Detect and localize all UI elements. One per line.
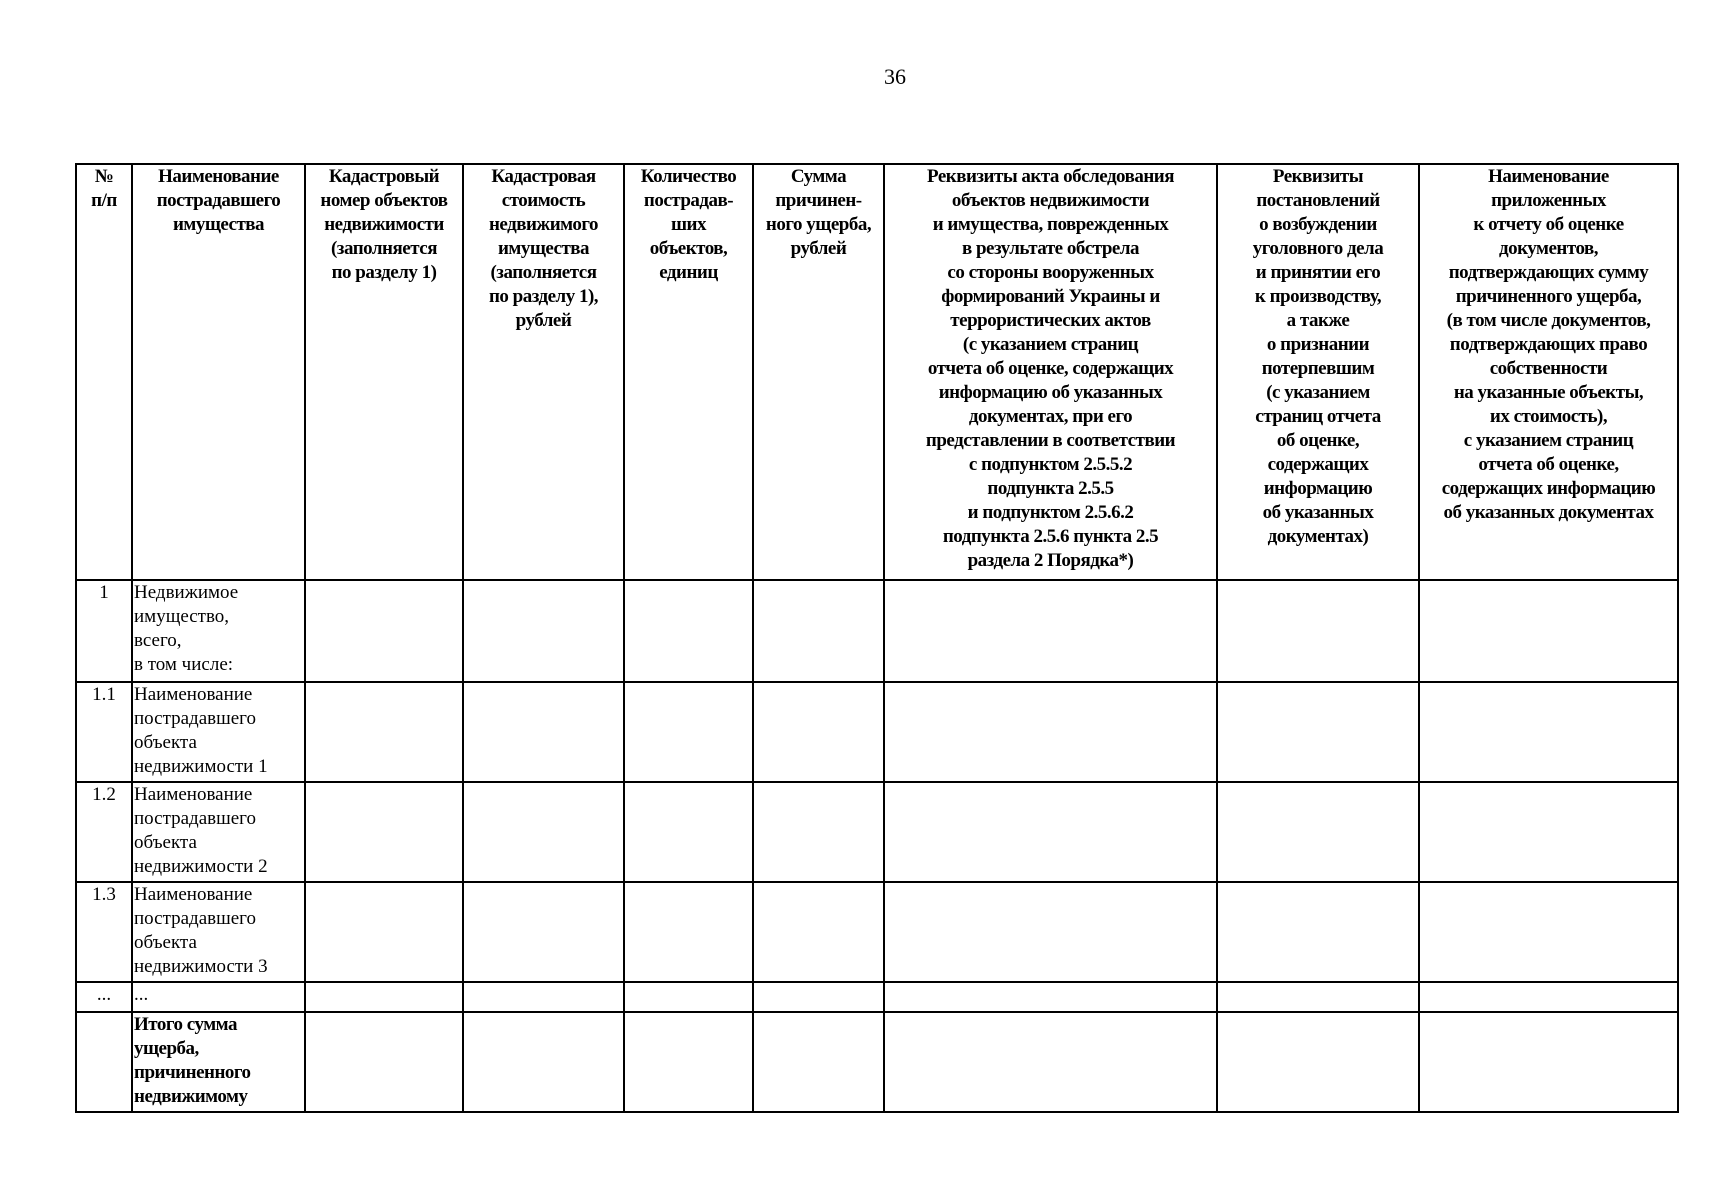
- cell-criminal-case[interactable]: [1217, 982, 1419, 1012]
- table-row-total: [76, 1012, 1678, 1112]
- col-header-cadastral-number: Кадастровый номер объектов недвижимости (заполняется по разделу 1): [305, 164, 463, 580]
- cell-cadastral-number[interactable]: [305, 982, 463, 1012]
- cell-damage-amount[interactable]: [753, 580, 884, 682]
- cell-object-count[interactable]: [624, 982, 753, 1012]
- cell-inspection-act[interactable]: [884, 580, 1217, 682]
- cell-cadastral-value[interactable]: [463, 782, 624, 882]
- cell-cadastral-number[interactable]: [305, 580, 463, 682]
- cell-cadastral-number[interactable]: [305, 682, 463, 782]
- cell-cadastral-value[interactable]: [463, 682, 624, 782]
- cell-cadastral-value[interactable]: [463, 1012, 624, 1112]
- col-header-inspection-act: Реквизиты акта обследования объектов недвижимости и имущества, поврежденных в результате обстрела со стороны вооруженных формирований Украины и террористических актов (с указанием страниц отчета об оценке, содержащих информацию об указанных документах, при его представлении в соответствии с подпунктом 2.5.5.2 подпункта 2.5.5 и подпунктом 2.5.6.2 подпункта 2.5.6 пункта 2.5 раздела 2 Порядка*): [884, 164, 1217, 580]
- cell-criminal-case[interactable]: [1217, 882, 1419, 982]
- col-header-damage-amount: Сумма причинен- ного ущерба, рублей: [753, 164, 884, 580]
- cell-inspection-act[interactable]: [884, 1012, 1217, 1112]
- cell-cadastral-number[interactable]: [305, 782, 463, 882]
- header-row: [76, 164, 1678, 580]
- cell-damage-amount[interactable]: [753, 782, 884, 882]
- col-header-cadastral-value: Кадастровая стоимость недвижимого имущества (заполняется по разделу 1), рублей: [463, 164, 624, 580]
- col-header-criminal-case: Реквизиты постановлений о возбуждении уголовного дела и принятии его к производству, а также о признании потерпевшим (с указанием страниц отчета об оценке, содержащих информацию об указанных документах): [1217, 164, 1419, 580]
- cell-object-count[interactable]: [624, 580, 753, 682]
- cell-cadastral-number[interactable]: [305, 882, 463, 982]
- cell-cadastral-value[interactable]: [463, 580, 624, 682]
- cell-criminal-case[interactable]: [1217, 682, 1419, 782]
- cell-inspection-act[interactable]: [884, 682, 1217, 782]
- cell-damage-amount[interactable]: [753, 1012, 884, 1112]
- row-property-name: Наименование пострадавшего объекта недвижимости 2: [132, 782, 305, 882]
- row-number: 1: [76, 580, 132, 682]
- damage-form-table: [75, 163, 1679, 1113]
- cell-object-count[interactable]: [624, 1012, 753, 1112]
- cell-object-count[interactable]: [624, 882, 753, 982]
- cell-attached-documents[interactable]: [1419, 682, 1678, 782]
- cell-attached-documents[interactable]: [1419, 882, 1678, 982]
- cell-cadastral-value[interactable]: [463, 982, 624, 1012]
- cell-attached-documents[interactable]: [1419, 982, 1678, 1012]
- row-property-name: Недвижимое имущество, всего, в том числе:: [132, 580, 305, 682]
- cell-criminal-case[interactable]: [1217, 580, 1419, 682]
- row-number: 1.1: [76, 682, 132, 782]
- cell-attached-documents[interactable]: [1419, 580, 1678, 682]
- cell-attached-documents[interactable]: [1419, 1012, 1678, 1112]
- table-row: [76, 882, 1678, 982]
- row-number: [76, 1012, 132, 1112]
- table-row: [76, 782, 1678, 882]
- row-property-name: Наименование пострадавшего объекта недвижимости 1: [132, 682, 305, 782]
- cell-damage-amount[interactable]: [753, 882, 884, 982]
- row-number: ...: [76, 982, 132, 1012]
- cell-cadastral-value[interactable]: [463, 882, 624, 982]
- col-header-attached-documents: Наименование приложенных к отчету об оценке документов, подтверждающих сумму причиненного ущерба, (в том числе документов, подтверждающих право собственности на указанные объекты, их стоимость), с указанием страниц отчета об оценке, содержащих информацию об указанных документах: [1419, 164, 1678, 580]
- cell-cadastral-number[interactable]: [305, 1012, 463, 1112]
- table-row: [76, 982, 1678, 1012]
- col-header-property-name: Наименование пострадавшего имущества: [132, 164, 305, 580]
- row-number: 1.3: [76, 882, 132, 982]
- row-property-name: ...: [132, 982, 305, 1012]
- cell-attached-documents[interactable]: [1419, 782, 1678, 882]
- row-property-name: Наименование пострадавшего объекта недвижимости 3: [132, 882, 305, 982]
- row-total-label: Итого сумма ущерба, причиненного недвижимому: [132, 1012, 305, 1112]
- cell-inspection-act[interactable]: [884, 882, 1217, 982]
- cell-object-count[interactable]: [624, 782, 753, 882]
- cell-inspection-act[interactable]: [884, 982, 1217, 1012]
- page-number: 36: [884, 64, 906, 89]
- col-header-number: № п/п: [76, 164, 132, 580]
- table-row: [76, 580, 1678, 682]
- table-row: [76, 682, 1678, 782]
- cell-damage-amount[interactable]: [753, 682, 884, 782]
- cell-damage-amount[interactable]: [753, 982, 884, 1012]
- cell-criminal-case[interactable]: [1217, 782, 1419, 882]
- row-number: 1.2: [76, 782, 132, 882]
- col-header-object-count: Количество пострадав- ших объектов, единиц: [624, 164, 753, 580]
- cell-criminal-case[interactable]: [1217, 1012, 1419, 1112]
- cell-object-count[interactable]: [624, 682, 753, 782]
- cell-inspection-act[interactable]: [884, 782, 1217, 882]
